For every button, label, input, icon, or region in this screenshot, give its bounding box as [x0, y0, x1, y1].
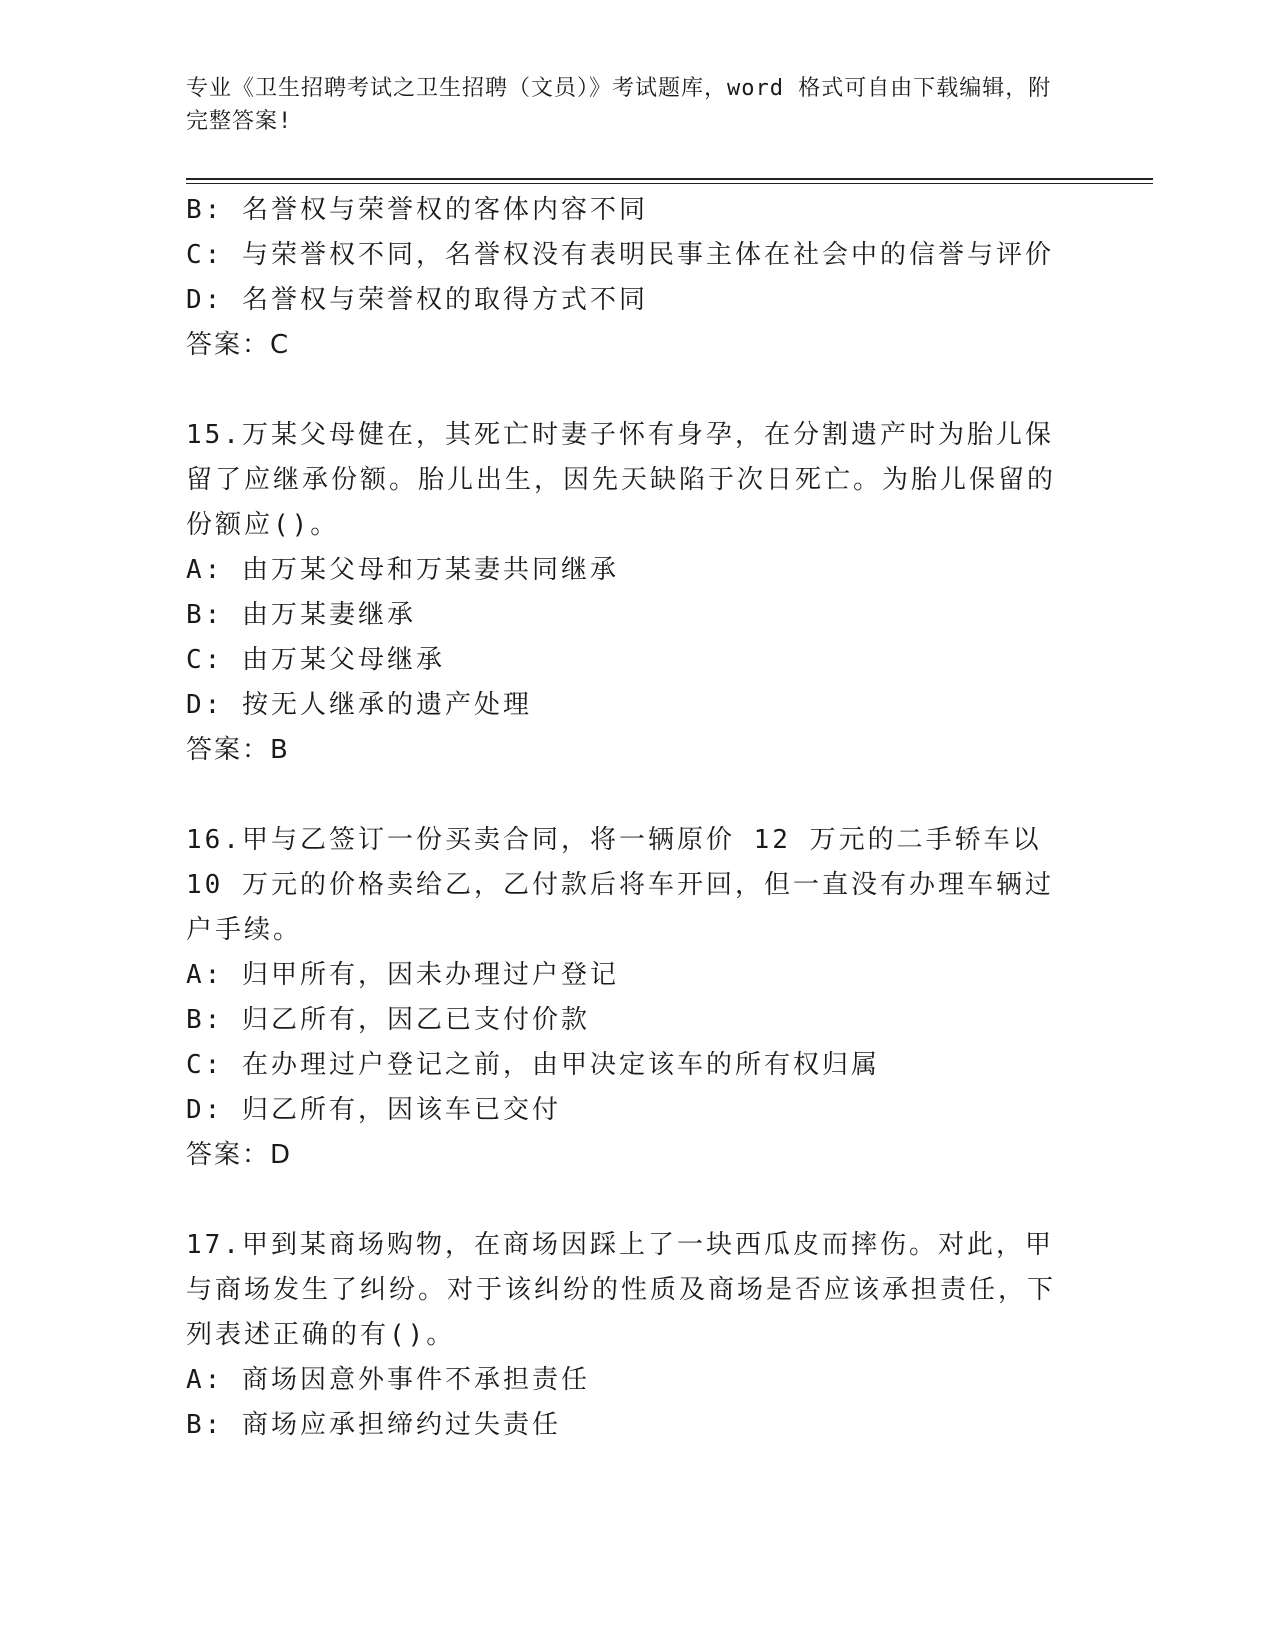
option-a: A: 由万某父母和万某妻共同继承	[186, 555, 619, 585]
header-divider-thick	[186, 178, 1153, 180]
question-stem: 15.万某父母健在，其死亡时妻子怀有身孕，在分割遗产时为胎儿保留了应继承份额。胎儿出生，因先天缺陷于次日死亡。为胎儿保留的份额应()。	[186, 420, 1057, 540]
option-b: B: 商场应承担缔约过失责任	[186, 1410, 561, 1440]
document-body	[186, 188, 1066, 1448]
option-d: D: 名誉权与荣誉权的取得方式不同	[186, 285, 648, 315]
question-17	[186, 1223, 1066, 1448]
prev-question	[186, 188, 1066, 368]
header-divider-thin	[186, 183, 1153, 184]
option-a: A: 归甲所有，因未办理过户登记	[186, 960, 619, 990]
question-stem: 16.甲与乙签订一份买卖合同，将一辆原价 12 万元的二手轿车以 10 万元的价格卖给乙，乙付款后将车开回，但一直没有办理车辆过户手续。	[186, 825, 1054, 945]
option-c: C: 与荣誉权不同，名誉权没有表明民事主体在社会中的信誉与评价	[186, 240, 1054, 270]
option-c: C: 在办理过户登记之前，由甲决定该车的所有权归属	[186, 1050, 880, 1080]
question-15	[186, 413, 1066, 773]
answer-line: 答案：C	[186, 330, 291, 360]
answer-line: 答案：D	[186, 1140, 293, 1170]
question-16	[186, 818, 1066, 1178]
spacer	[186, 368, 1066, 413]
question-stem: 17.甲到某商场购物，在商场因踩上了一块西瓜皮而摔伤。对此，甲与商场发生了纠纷。对于该纠纷的性质及商场是否应该承担责任，下列表述正确的有()。	[186, 1230, 1057, 1350]
option-d: D: 归乙所有，因该车已交付	[186, 1095, 561, 1125]
option-b: B: 名誉权与荣誉权的客体内容不同	[186, 195, 648, 225]
option-c: C: 由万某父母继承	[186, 645, 445, 675]
document-header: 专业《卫生招聘考试之卫生招聘（文员）》考试题库，word 格式可自由下载编辑，附完整答案!	[186, 76, 1052, 134]
option-d: D: 按无人继承的遗产处理	[186, 690, 532, 720]
spacer	[186, 1178, 1066, 1223]
option-b: B: 归乙所有，因乙已支付价款	[186, 1005, 590, 1035]
answer-line: 答案：B	[186, 735, 290, 765]
option-b: B: 由万某妻继承	[186, 600, 416, 630]
option-a: A: 商场因意外事件不承担责任	[186, 1365, 590, 1395]
spacer	[186, 773, 1066, 818]
